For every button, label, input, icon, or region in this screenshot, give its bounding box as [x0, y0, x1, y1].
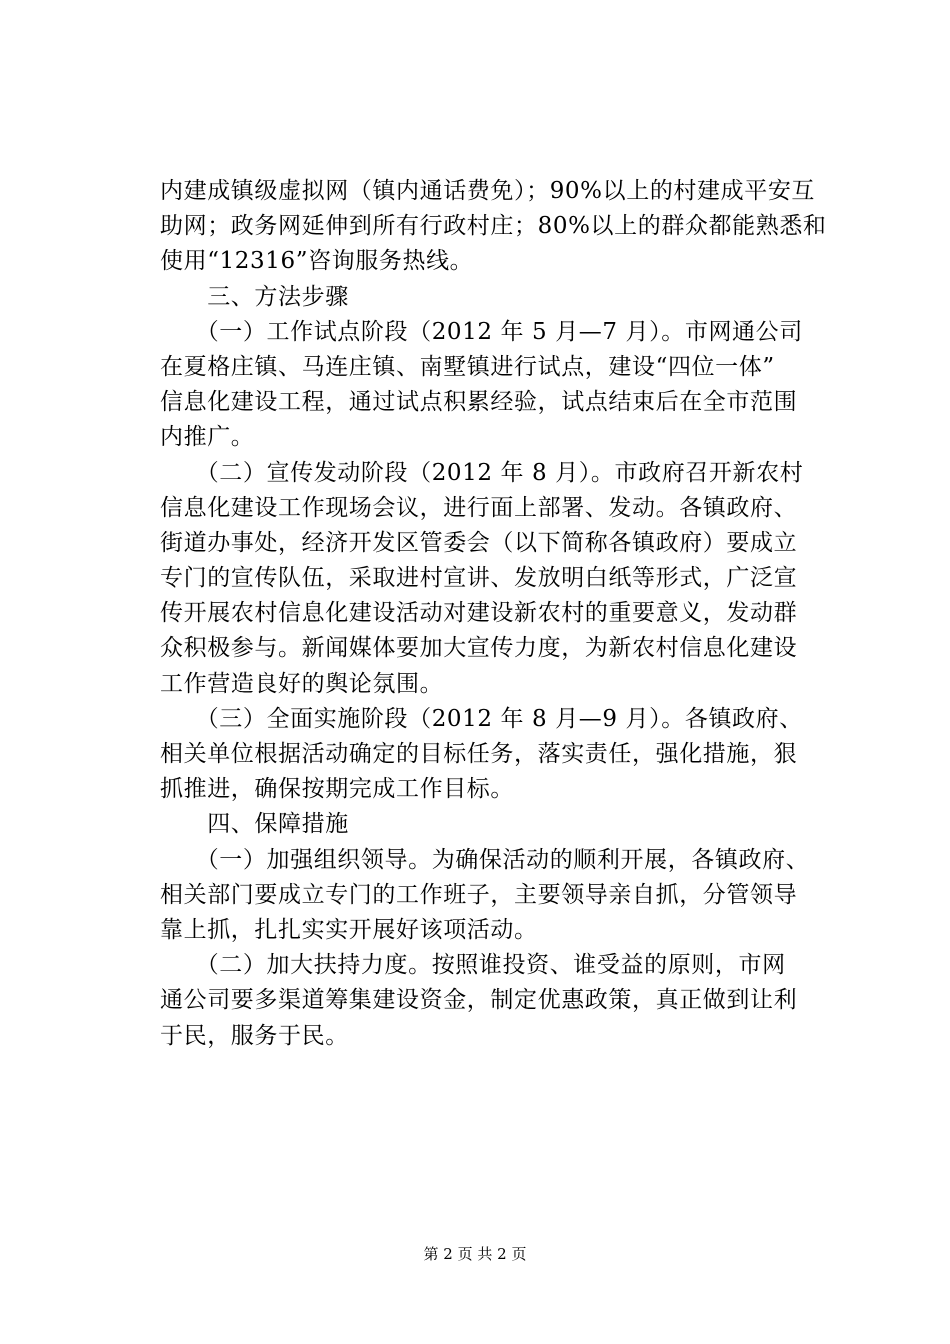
- text-line: 靠上抓，扎扎实实开展好该项活动。: [160, 916, 538, 943]
- section-heading: 三、方法步骤: [160, 283, 349, 310]
- text-line: 相关单位根据活动确定的目标任务，落实责任，强化措施，狠: [160, 741, 798, 767]
- text-line: （一）工作试点阶段（2012 年 5 月—7 月）。市网通公司: [160, 318, 803, 345]
- text-line: 信息化建设工程，通过试点积累经验，试点结束后在全市范围: [160, 389, 798, 416]
- text-line: 助网；政务网延伸到所有行政村庄；80%以上的群众都能熟悉和: [160, 213, 827, 240]
- text-line: 使用“12316”咨询服务热线。: [160, 248, 474, 275]
- text-line: 街道办事处，经济开发区管委会（以下简称各镇政府）要成立: [160, 529, 798, 556]
- text-line: 工作营造良好的舆论氛围。: [160, 670, 444, 697]
- text-line: （二）宣传发动阶段（2012 年 8 月）。市政府召开新农村: [160, 459, 804, 486]
- text-line: 于民，服务于民。: [160, 1022, 349, 1049]
- text-line: 专门的宣传队伍，采取进村宣讲、发放明白纸等形式，广泛宣: [160, 565, 798, 592]
- text-line: 在夏格庄镇、马连庄镇、南墅镇进行试点，建设“四位一体”: [160, 353, 775, 380]
- text-line: 内推广。: [160, 424, 255, 451]
- text-line: 内建成镇级虚拟网（镇内通话费免）；90%以上的村建成平安互: [160, 178, 816, 204]
- text-line: 传开展农村信息化建设活动对建设新农村的重要意义，发动群: [160, 600, 798, 627]
- document-body: [160, 174, 840, 1054]
- text-line: 通公司要多渠道筹集建设资金，制定优惠政策，真正做到让利: [160, 987, 798, 1014]
- text-line: 抓推进，确保按期完成工作目标。: [160, 776, 514, 803]
- page-number-label: 第 2 页 共 2 页: [423, 1245, 527, 1263]
- text-line: （一）加强组织领导。为确保活动的顺利开展，各镇政府、: [160, 846, 810, 873]
- section-heading: 四、保障措施: [160, 811, 349, 838]
- page-footer: [0, 1244, 950, 1264]
- text-line: （三）全面实施阶段（2012 年 8 月—9 月）。各镇政府、: [160, 705, 803, 732]
- text-line: 众积极参与。新闻媒体要加大宣传力度，为新农村信息化建设: [160, 635, 798, 662]
- text-line: （二）加大扶持力度。按照谁投资、谁受益的原则，市网: [160, 952, 786, 979]
- text-line: 信息化建设工作现场会议，进行面上部署、发动。各镇政府、: [160, 494, 798, 521]
- text-line: 相关部门要成立专门的工作班子，主要领导亲自抓，分管领导: [160, 881, 798, 908]
